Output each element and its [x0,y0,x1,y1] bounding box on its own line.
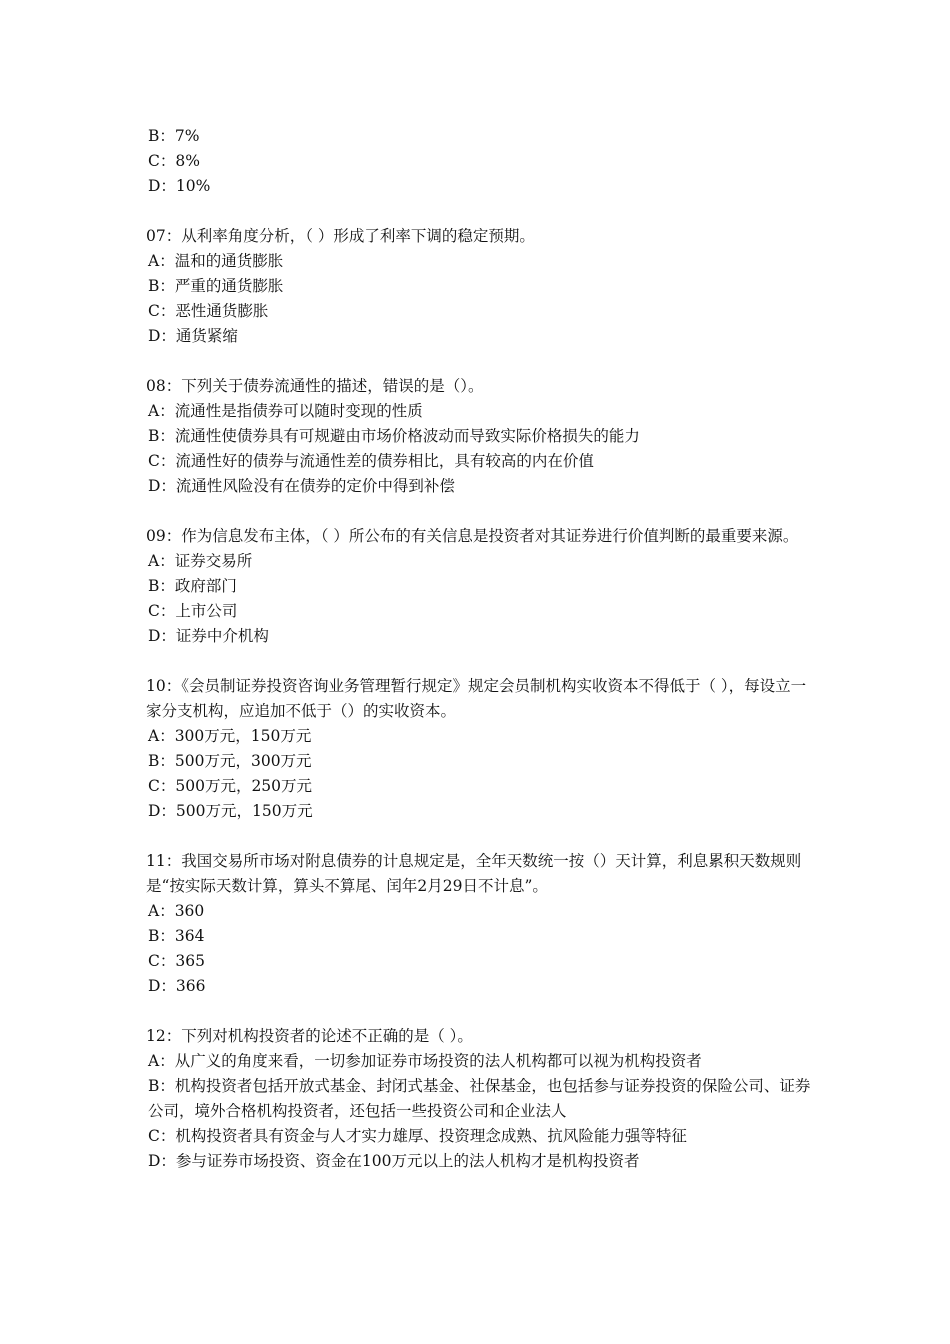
option-c: C：机构投资者具有资金与人才实力雄厚、投资理念成熟、抗风险能力强等特征 [148,1127,687,1145]
question-text: 12：下列对机构投资者的论述不正确的是（ ）。 [146,1027,473,1045]
option-a: A：流通性是指债券可以随时变现的性质 [148,402,423,420]
question-text: 08：下列关于债券流通性的描述，错误的是（）。 [146,377,484,395]
option-b: B：364 [148,927,205,945]
option-a: A：300万元，150万元 [148,727,312,745]
option-c: C：上市公司 [148,602,238,620]
question-09 [146,524,816,649]
question-text: 09：作为信息发布主体，（ ）所公布的有关信息是投资者对其证券进行价值判断的最重要来源。 [146,527,799,545]
question-12 [146,1024,816,1174]
option-b: B：严重的通货膨胀 [148,277,284,295]
option-d: D：500万元，150万元 [148,802,313,820]
option-d: D：10% [148,177,211,195]
option-d: D：证券中介机构 [148,627,269,645]
option-a: A：从广义的角度来看，一切参加证券市场投资的法人机构都可以视为机构投资者 [148,1052,702,1070]
option-c: C：365 [148,952,205,970]
option-d: D：流通性风险没有在债券的定价中得到补偿 [148,477,455,495]
question-10 [146,674,816,824]
option-c: C：恶性通货膨胀 [148,302,269,320]
option-c: C：500万元，250万元 [148,777,313,795]
option-a: A：360 [148,902,205,920]
question-07 [146,224,816,349]
option-b: B：政府部门 [148,577,237,595]
question-08 [146,374,816,499]
option-d: D：366 [148,977,206,995]
option-a: A：温和的通货膨胀 [148,252,284,270]
option-c: C：流通性好的债券与流通性差的债券相比，具有较高的内在价值 [148,452,594,470]
question-text: 11：我国交易所市场对附息债券的计息规定是，全年天数统一按（）天计算，利息累积天数规则是“按实际天数计算，算头不算尾、闰年2月29日不计息”。 [146,852,802,895]
question-11 [146,849,816,999]
option-b: B：500万元，300万元 [148,752,312,770]
question-text: 10：《会员制证券投资咨询业务管理暂行规定》规定会员制机构实收资本不得低于（ ），每设立一家分支机构，应追加不低于（）的实收资本。 [146,677,807,720]
option-d: D：通货紧缩 [148,327,238,345]
option-c: C：8% [148,152,200,170]
option-d: D：参与证券市场投资、资金在100万元以上的法人机构才是机构投资者 [148,1152,640,1170]
document-body [146,124,816,1199]
leading-options [146,124,816,199]
option-b: B：流通性使债券具有可规避由市场价格波动而导致实际价格损失的能力 [148,427,640,445]
question-text: 07：从利率角度分析，（ ）形成了利率下调的稳定预期。 [146,227,535,245]
option-a: A：证券交易所 [148,552,253,570]
option-b: B：7% [148,127,200,145]
option-b: B：机构投资者包括开放式基金、封闭式基金、社保基金，也包括参与证券投资的保险公司、证券公司，境外合格机构投资者，还包括一些投资公司和企业法人 [148,1077,811,1120]
